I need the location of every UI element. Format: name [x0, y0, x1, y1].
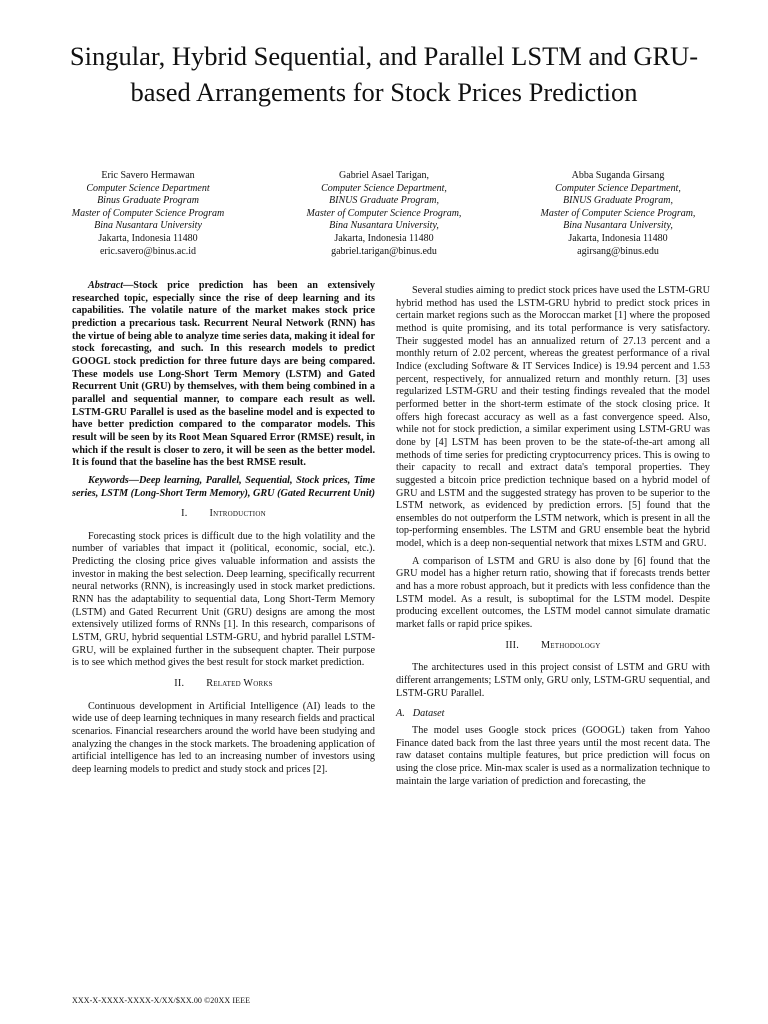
author-email: agirsang@binus.edu	[577, 245, 659, 257]
author-1	[28, 170, 268, 258]
section-number: III.	[505, 639, 520, 651]
author-3	[498, 170, 738, 258]
paper-title: Singular, Hybrid Sequential, and Parallel LSTM and GRU-based Arrangements for Stock Prices Prediction	[69, 41, 699, 107]
subsection-number: A.	[396, 708, 405, 720]
paragraph: The model uses Google stock prices (GOOGL) taken from Yahoo Finance dated back from the last three years until the most recent data. The raw dataset contains multiple features, but price prediction will focus on using the close price. Min-max scaler is used as a normalization technique to maintain the large variation of prediction and forecasting, the	[396, 725, 710, 787]
section-heading-methodology	[396, 640, 710, 653]
author-university: Bina Nusantara University,	[563, 220, 673, 232]
section-number: II.	[174, 678, 185, 690]
author-email: gabriel.tarigan@binus.edu	[331, 245, 437, 257]
author-program: BINUS Graduate Program,	[563, 195, 673, 207]
author-block	[40, 170, 728, 260]
keywords-dash: —	[128, 474, 139, 486]
author-name: Abba Suganda Girsang	[571, 170, 665, 181]
right-column	[396, 285, 710, 793]
section-heading-related-works	[72, 678, 375, 691]
author-location: Jakarta, Indonesia 11480	[568, 232, 668, 244]
abstract-label: Abstract	[88, 280, 124, 291]
author-program: BINUS Graduate Program,	[329, 195, 439, 207]
section-title: Related Works	[206, 678, 273, 690]
keywords-label: Keywords	[88, 474, 129, 486]
abstract-text: Stock price prediction has been an extensively researched topic, especially since the rise of deep learning and its capabilities. The volatile nature of the market makes stock price prediction a precarious task. Recurrent Neural Network (RNN) has the virtue of being able to analyze time series data, making it ideal for stock forecasting, and such. In this research models to predict GOOGL stock prediction for three future days are being compared. These models use Long-Short Term Memory (LSTM) and Gated Recurrent Unit (GRU) by themselves, with them being combined in a parallel and sequential manner, to compare each result as well. LSTM-GRU Parallel is used as the baseline model and is expected to have better prediction compared to the comparator models. This result will be seen by its Root Mean Squared Error (RMSE) result, in which if the result is closer to zero, it will be seen as the better model. It is found that the baseline has the best RMSE result.	[72, 280, 375, 469]
author-university: Bina Nusantara University	[94, 220, 202, 232]
subsection-title: Dataset	[412, 708, 445, 720]
keywords	[72, 475, 375, 500]
section-number: I.	[181, 508, 188, 520]
section-title: Introduction	[209, 508, 266, 520]
paragraph: The architectures used in this project consist of LSTM and GRU with different arrangements; LSTM only, GRU only, LSTM-GRU sequential, and LSTM-GRU Parallel.	[396, 662, 710, 699]
author-university: Bina Nusantara University,	[329, 220, 439, 232]
author-2	[264, 170, 504, 258]
abstract	[72, 280, 375, 470]
author-location: Jakarta, Indonesia 11480	[98, 232, 198, 244]
paragraph: A comparison of LSTM and GRU is also done by [6] found that the GRU model has a higher return ratio, showing that if forecasts trends better and has a more robust approach, but it predicts with less confidence than the LSTM model. As a result, is suboptimal for the LSTM model. Despite producing excellent outcomes, the LSTM model cannot simulate dramatic market falls or rapid price spikes.	[396, 555, 710, 631]
author-dept: Computer Science Department	[86, 182, 210, 194]
author-name: Eric Savero Hermawan	[101, 170, 195, 181]
left-column	[72, 280, 375, 782]
subsection-heading-dataset	[396, 708, 710, 721]
author-program: Binus Graduate Program	[97, 195, 199, 207]
author-dept: Computer Science Department,	[321, 182, 447, 194]
author-master: Master of Computer Science Program,	[540, 207, 696, 219]
paragraph: Several studies aiming to predict stock prices have used the LSTM-GRU hybrid method has used the LSTM-GRU hybrid to predict stock prices in certain market regions such as the Moroccan market [1] where the proposed method is quite promising, and its total performance is very satisfactory. Their suggested model has an annualized return of 27.13 percent and a monthly return of 2.02 percent, whereas the greatest performance of a rival Indice (excluding Software & IT Services Indice) is 19.94 percent and 1.53 percent, respectively, for annualized return and monthly return. [3] uses regularized LSTM-GRU and their testing findings revealed that the model performed better in the short-term estimate of the stock closing price. It offers high forecast accuracy as well as a fast convergence speed. Also, while not for stock prediction, a similar experiment using LSTM-GRU was done by [4] LSTM has been proven to be the state-of-the-art among all methods of time series for predicting cryptocurrency prices. This is owing to their capacity to recall and extract data's temporal properties. They suggested a bitcoin price prediction technique based on a hybrid model of GRU and LSTM and the suggested strategy has proven to be superior to the LSTM network, as evidenced by prediction errors. [5] found that the ensembles do not outperform the LSTM network, which is present in all the top-performing ensembles. The LSTM and GRU ensemble beat the hybrid model, which is a deep non-sequential network that mixes LSTM and GRU.	[396, 285, 710, 550]
author-master: Master of Computer Science Program,	[306, 207, 462, 219]
keywords-text: Deep learning, Parallel, Sequential, Stock prices, Time series, LSTM (Long-Short Term Memory), GRU (Gated Recurrent Unit)	[72, 474, 375, 499]
paragraph: Forecasting stock prices is difficult due to the high volatility and the number of variables that impact it (political, economic, social, etc.). Predicting the closing price gives valuable information and assists the investor in making the best selection. Deep learning, specifically recurrent neural networks (RNN), is increasingly used in stock market predictions. RNN has the adaptability to sequential data, Long Short-Term Memory (LSTM) and Gated Recurrent Unit (GRU) designs are among the most extensively utilized forms of RNNs [1]. In this research, comparisons of LSTM, GRU, hybrid sequential LSTM-GRU, and hybrid parallel LSTM-GRU, will be explained further in the subsequent chapter. Their purpose is to see which method gives the best result for stock market prediction.	[72, 530, 375, 669]
abstract-dash: —	[123, 280, 134, 291]
copyright-footer: XXX-X-XXXX-XXXX-X/XX/$XX.00 ©20XX IEEE	[72, 996, 251, 1005]
author-name: Gabriel Asael Tarigan,	[339, 170, 429, 181]
author-master: Master of Computer Science Program	[71, 207, 225, 219]
author-dept: Computer Science Department,	[555, 182, 681, 194]
author-location: Jakarta, Indonesia 11480	[334, 232, 434, 244]
paragraph: Continuous development in Artificial Intelligence (AI) leads to the wide use of deep learning techniques in many research fields and practical scenarios. Financial researchers around the world have been studying and analyzing the changes in the stock markets. The broadening application of artificial intelligence has led to an increasing number of investors using deep learning models to predict and study stock and prices [2].	[72, 700, 375, 775]
author-email: eric.savero@binus.ac.id	[99, 245, 197, 257]
section-title: Methodology	[541, 639, 601, 651]
section-heading-introduction	[72, 508, 375, 521]
